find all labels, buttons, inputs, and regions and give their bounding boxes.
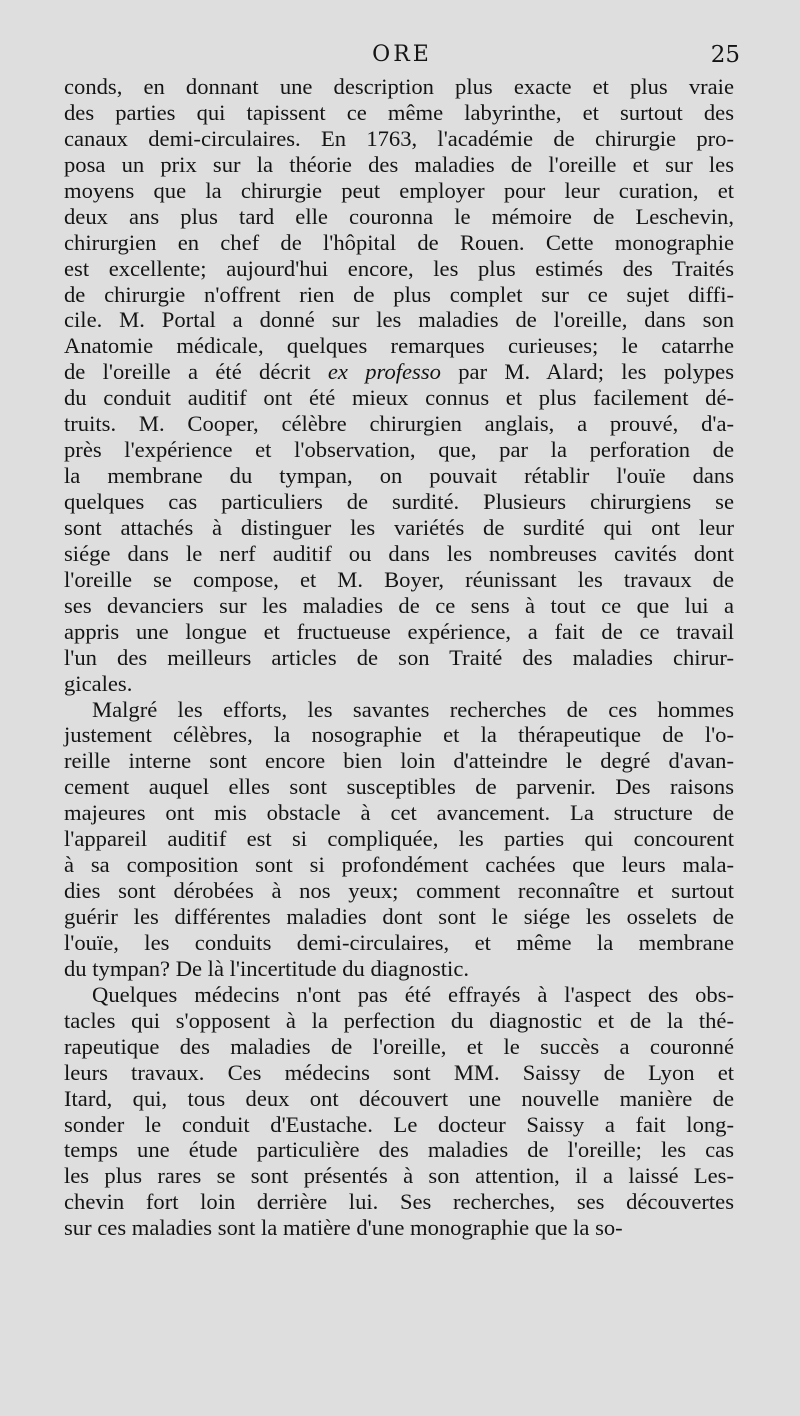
body-text [64, 74, 734, 1241]
text-line: près l'expérience et l'observation, que, par la perforation de [64, 437, 734, 463]
text-line: Malgré les efforts, les savantes recherches de ces hommes [92, 696, 734, 722]
text-line: Anatomie médicale, quelques remarques curieuses; le catarrhe [64, 333, 734, 359]
text-line: de chirurgie n'offrent rien de plus complet sur ce sujet diffi- [64, 281, 734, 307]
text-line: l'un des meilleurs articles de son Traité des maladies chirur- [64, 644, 734, 670]
text-line: guérir les différentes maladies dont sont le siége les osselets de [64, 904, 734, 929]
text-line: cile. M. Portal a donné sur les maladies de l'oreille, dans son [64, 307, 734, 333]
text-line: de l'oreille a été décrit ex professo par M. Alard; les polypes [64, 359, 735, 385]
text-line: du conduit auditif ont été mieux connus et plus facilement dé- [64, 385, 734, 411]
text-line: appris une longue et fructueuse expérience, a fait de ce travail [64, 618, 734, 644]
text-line: quelques cas particuliers de surdité. Plusieurs chirurgiens se [64, 489, 734, 514]
text-line: majeures ont mis obstacle à cet avancement. La structure de [64, 800, 734, 826]
text-line: cement auquel elles sont susceptibles de parvenir. Des raisons [64, 774, 734, 800]
text-line: moyens que la chirurgie peut employer pour leur curation, et [64, 177, 734, 203]
text-line: l'oreille se compose, et M. Boyer, réunissant les travaux de [64, 566, 734, 592]
text-line: gicales. [64, 670, 133, 696]
running-title: ORE [372, 42, 432, 67]
text-line: conds, en donnant une description plus exacte et plus vraie [64, 74, 734, 99]
text-line: truits. M. Cooper, célèbre chirurgien anglais, a prouvé, d'a- [64, 411, 734, 437]
text-line: deux ans plus tard elle couronna le mémoire de Leschevin, [64, 203, 734, 229]
text-line: canaux demi-circulaires. En 1763, l'académie de chirurgie pro- [64, 125, 734, 151]
text-line: chevin fort loin derrière lui. Ses recherches, ses découvertes [64, 1189, 734, 1215]
text-line: la membrane du tympan, on pouvait rétablir l'ouïe dans [64, 463, 734, 489]
text-line: l'ouïe, les conduits demi-circulaires, et même la membrane [64, 929, 734, 955]
text-line: justement célèbres, la nosographie et la thérapeutique de l'o- [64, 722, 734, 748]
text-line: rapeutique des maladies de l'oreille, et le succès a couronné [64, 1033, 734, 1059]
text-line: les plus rares se sont présentés à son attention, il a laissé Les- [64, 1163, 734, 1189]
running-head [64, 40, 740, 74]
text-line: tacles qui s'opposent à la perfection du diagnostic et de la thé- [64, 1007, 734, 1033]
text-line: chirurgien en chef de l'hôpital de Rouen. Cette monographie [64, 229, 734, 255]
paragraph [64, 74, 734, 697]
page-number: 25 [710, 42, 740, 68]
paragraph [64, 982, 734, 1241]
text-line: sonder le conduit d'Eustache. Le docteur Saissy a fait long- [64, 1111, 734, 1137]
text-line: siége dans le nerf auditif ou dans les nombreuses cavités dont [64, 540, 734, 566]
text-line: est excellente; aujourd'hui encore, les plus estimés des Traités [64, 255, 734, 281]
text-line: reille interne sont encore bien loin d'atteindre le degré d'avan- [64, 748, 734, 774]
text-line: sur ces maladies sont la matière d'une monographie que la so- [64, 1215, 623, 1241]
text-line: leurs travaux. Ces médecins sont MM. Saissy de Lyon et [64, 1059, 734, 1085]
text-line: dies sont dérobées à nos yeux; comment reconnaître et surtout [64, 878, 734, 904]
text-line: sont attachés à distinguer les variétés de surdité qui ont leur [64, 514, 734, 540]
text-line: à sa composition sont si profondément cachées que leurs mala- [64, 852, 734, 878]
paragraph [64, 697, 734, 982]
text-line: temps une étude particulière des maladies de l'oreille; les cas [64, 1137, 734, 1163]
text-line: ses devanciers sur les maladies de ce sens à tout ce que lui a [64, 592, 734, 618]
italic-phrase: ex professo [327, 359, 441, 385]
text-line: des parties qui tapissent ce même labyrinthe, et surtout des [64, 99, 734, 125]
text-line: Itard, qui, tous deux ont découvert une nouvelle manière de [64, 1085, 734, 1111]
text-line: l'appareil auditif est si compliquée, les parties qui concourent [64, 826, 734, 852]
text-line: du tympan? De là l'incertitude du diagnostic. [64, 955, 469, 981]
text-line: posa un prix sur la théorie des maladies de l'oreille et sur les [64, 151, 734, 177]
text-line: Quelques médecins n'ont pas été effrayés à l'aspect des obs- [92, 981, 734, 1007]
